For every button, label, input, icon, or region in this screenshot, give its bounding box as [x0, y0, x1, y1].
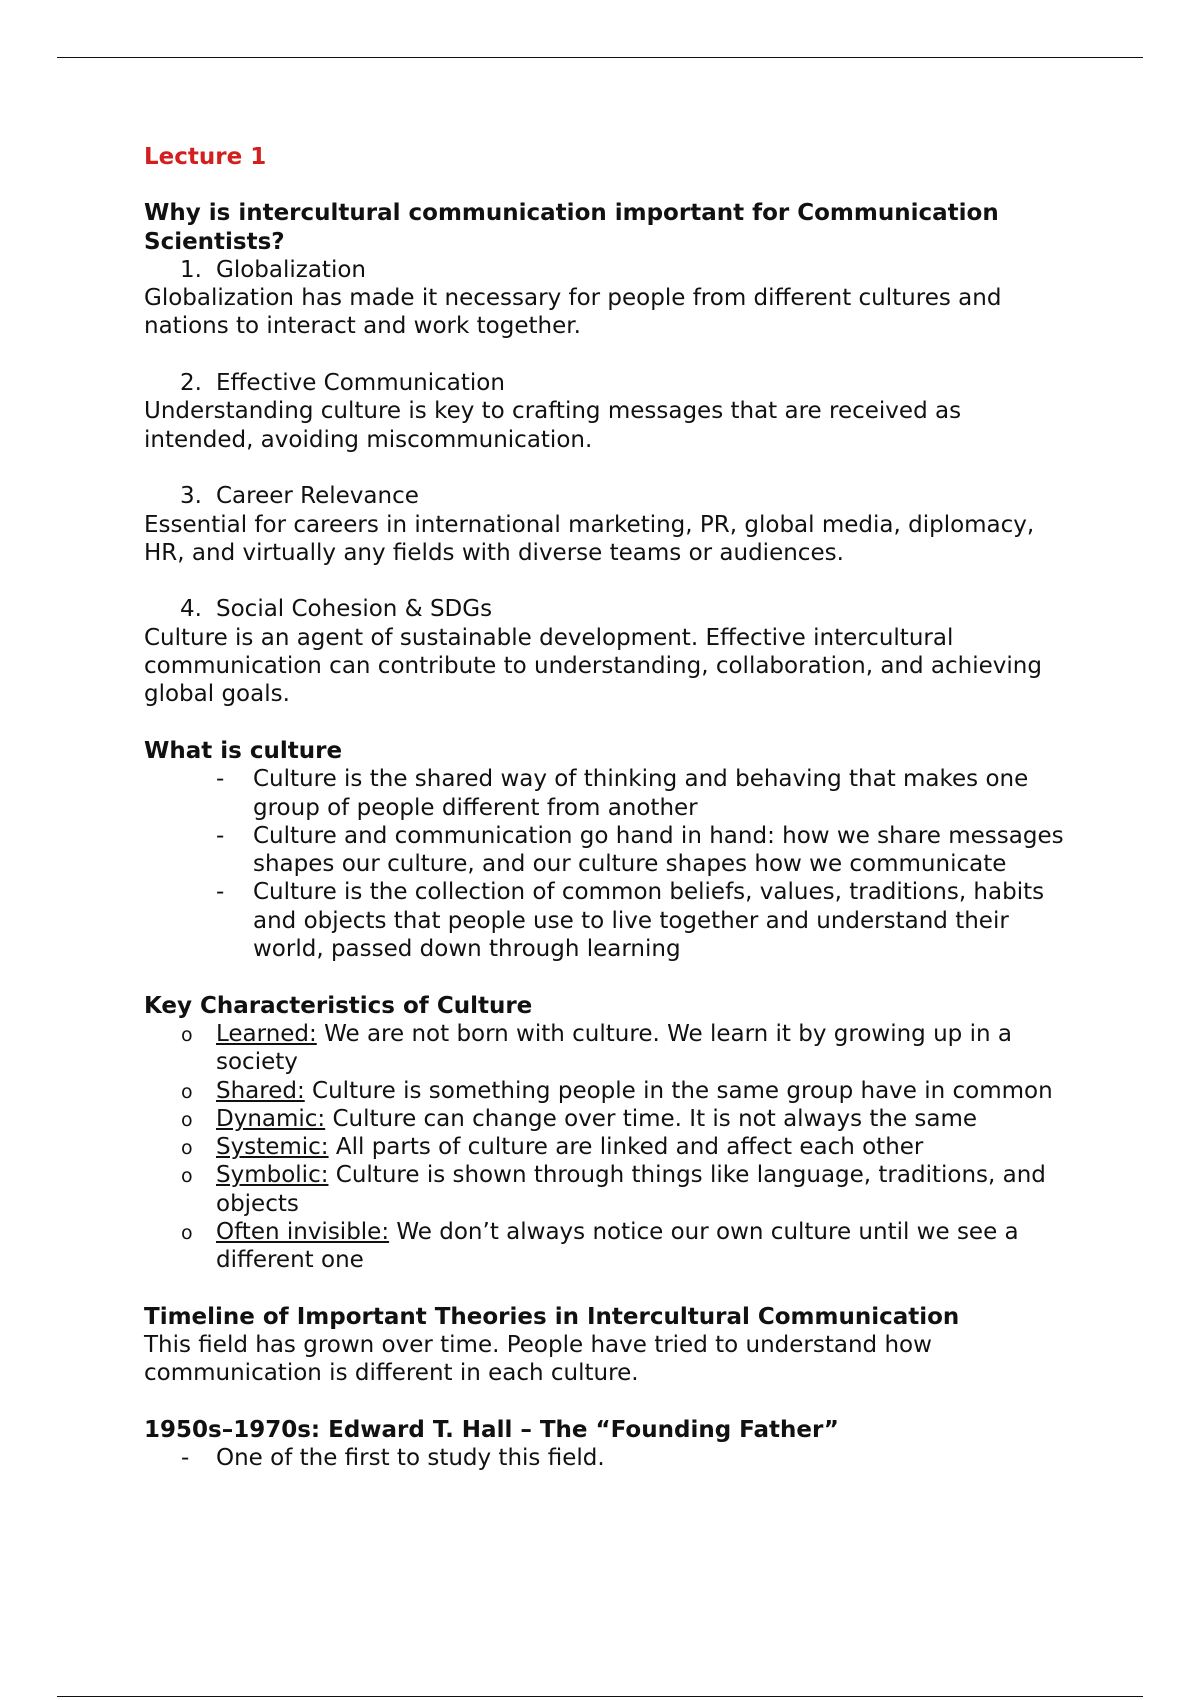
item-title: Globalization: [216, 256, 366, 283]
circle-bullet: o: [181, 1023, 193, 1046]
item-text: Culture is an agent of sustainable development. Effective intercultural communication can contribute to understanding, collaboration, and achieving global goals.: [144, 624, 1042, 708]
list-item: [144, 1077, 1074, 1105]
numbered-item-title: [144, 369, 1074, 397]
list-item: [144, 1444, 1074, 1472]
item-text: Essential for careers in international marketing, PR, global media, diplomacy, HR, and virtually any fields with diverse teams or audiences.: [144, 511, 1035, 566]
timeline-text: This field has grown over time. People have tried to understand how communication is different in each culture.: [144, 1332, 932, 1387]
list-item: [144, 1105, 1074, 1133]
dash-bullet: -: [216, 822, 225, 849]
spacer: [144, 454, 1074, 482]
item-number: 2.: [180, 370, 202, 397]
list-item: [144, 1133, 1074, 1161]
characteristic-term: Learned:: [216, 1020, 317, 1047]
characteristic-term: Shared:: [216, 1077, 305, 1104]
spacer: [144, 1275, 1074, 1303]
list-item: [144, 1161, 1074, 1218]
list-item-text: Culture is the shared way of thinking and behaving that makes one group of people different from another: [253, 766, 1029, 821]
list-item: [144, 822, 1074, 879]
lecture-title: Lecture 1: [144, 144, 267, 170]
timeline-section: [144, 1303, 1074, 1416]
item-text: Globalization has made it necessary for people from different cultures and nations to interact and work together.: [144, 285, 1002, 340]
circle-bullet: o: [181, 1080, 193, 1103]
hall-heading: 1950s–1970s: Edward T. Hall – The “Founding Father”: [144, 1417, 839, 1444]
culture-heading: What is culture: [144, 737, 343, 764]
characteristic-text: Culture is shown through things like language, traditions, and objects: [216, 1162, 1046, 1217]
footer-rule: [57, 1696, 1143, 1697]
list-item: [144, 878, 1074, 963]
numbered-item-title: [144, 482, 1074, 510]
list-item-text: Culture and communication go hand in hand: how we share messages shapes our culture, and our culture shapes how we communicate: [253, 822, 1064, 878]
spacer: [144, 341, 1074, 369]
circle-bullet: o: [181, 1165, 193, 1188]
item-title: Career Relevance: [216, 483, 419, 510]
list-item-text: Culture is the collection of common beliefs, values, traditions, habits and objects that people use to live together and understand their world, passed down through learning: [253, 879, 1045, 963]
why-section: [144, 199, 1074, 737]
list-item: [144, 1020, 1074, 1077]
list-item-text: One of the first to study this field.: [216, 1445, 605, 1472]
characteristic-term: Systemic:: [216, 1134, 329, 1161]
characteristic-text: Culture is something people in the same group have in common: [304, 1077, 1053, 1104]
item-number: 3.: [180, 483, 202, 510]
header-rule: [57, 57, 1143, 58]
culture-list: [144, 765, 1074, 963]
circle-bullet: o: [181, 1221, 193, 1244]
characteristics-section: [144, 992, 1074, 1303]
spacer: [144, 567, 1074, 595]
circle-bullet: o: [181, 1137, 193, 1160]
item-title: Effective Communication: [216, 370, 505, 397]
why-heading: Why is intercultural communication important for Communication Scientists?: [144, 200, 999, 255]
characteristic-term: Dynamic:: [216, 1105, 326, 1132]
characteristic-term: Often invisible:: [216, 1218, 390, 1245]
characteristic-text: Culture can change over time. It is not always the same: [325, 1105, 978, 1132]
characteristic-term: Symbolic:: [216, 1162, 329, 1189]
document-body: [144, 143, 1074, 1473]
hall-section: [144, 1416, 1074, 1473]
list-item: [144, 1218, 1074, 1275]
list-item: [144, 765, 1074, 822]
characteristics-heading: Key Characteristics of Culture: [144, 992, 533, 1019]
item-number: 1.: [180, 256, 202, 283]
characteristic-text: We are not born with culture. We learn it by growing up in a society: [216, 1020, 1012, 1076]
spacer: [144, 963, 1074, 991]
circle-bullet: o: [181, 1108, 193, 1131]
timeline-heading: Timeline of Important Theories in Intercultural Communication: [144, 1303, 960, 1330]
numbered-item-title: [144, 256, 1074, 284]
item-number: 4.: [180, 596, 202, 623]
spacer: [144, 709, 1074, 737]
culture-section: [144, 737, 1074, 992]
dash-bullet: -: [181, 1445, 190, 1472]
characteristic-text: We don’t always notice our own culture until we see a different one: [216, 1218, 1019, 1274]
item-text: Understanding culture is key to crafting messages that are received as intended, avoiding miscommunication.: [144, 398, 962, 453]
characteristic-text: All parts of culture are linked and affect each other: [328, 1134, 924, 1161]
dash-bullet: -: [216, 766, 225, 793]
spacer: [144, 1388, 1074, 1416]
numbered-item-title: [144, 595, 1074, 623]
item-title: Social Cohesion & SDGs: [216, 596, 493, 623]
characteristics-list: [144, 1020, 1074, 1275]
dash-bullet: -: [216, 879, 225, 906]
